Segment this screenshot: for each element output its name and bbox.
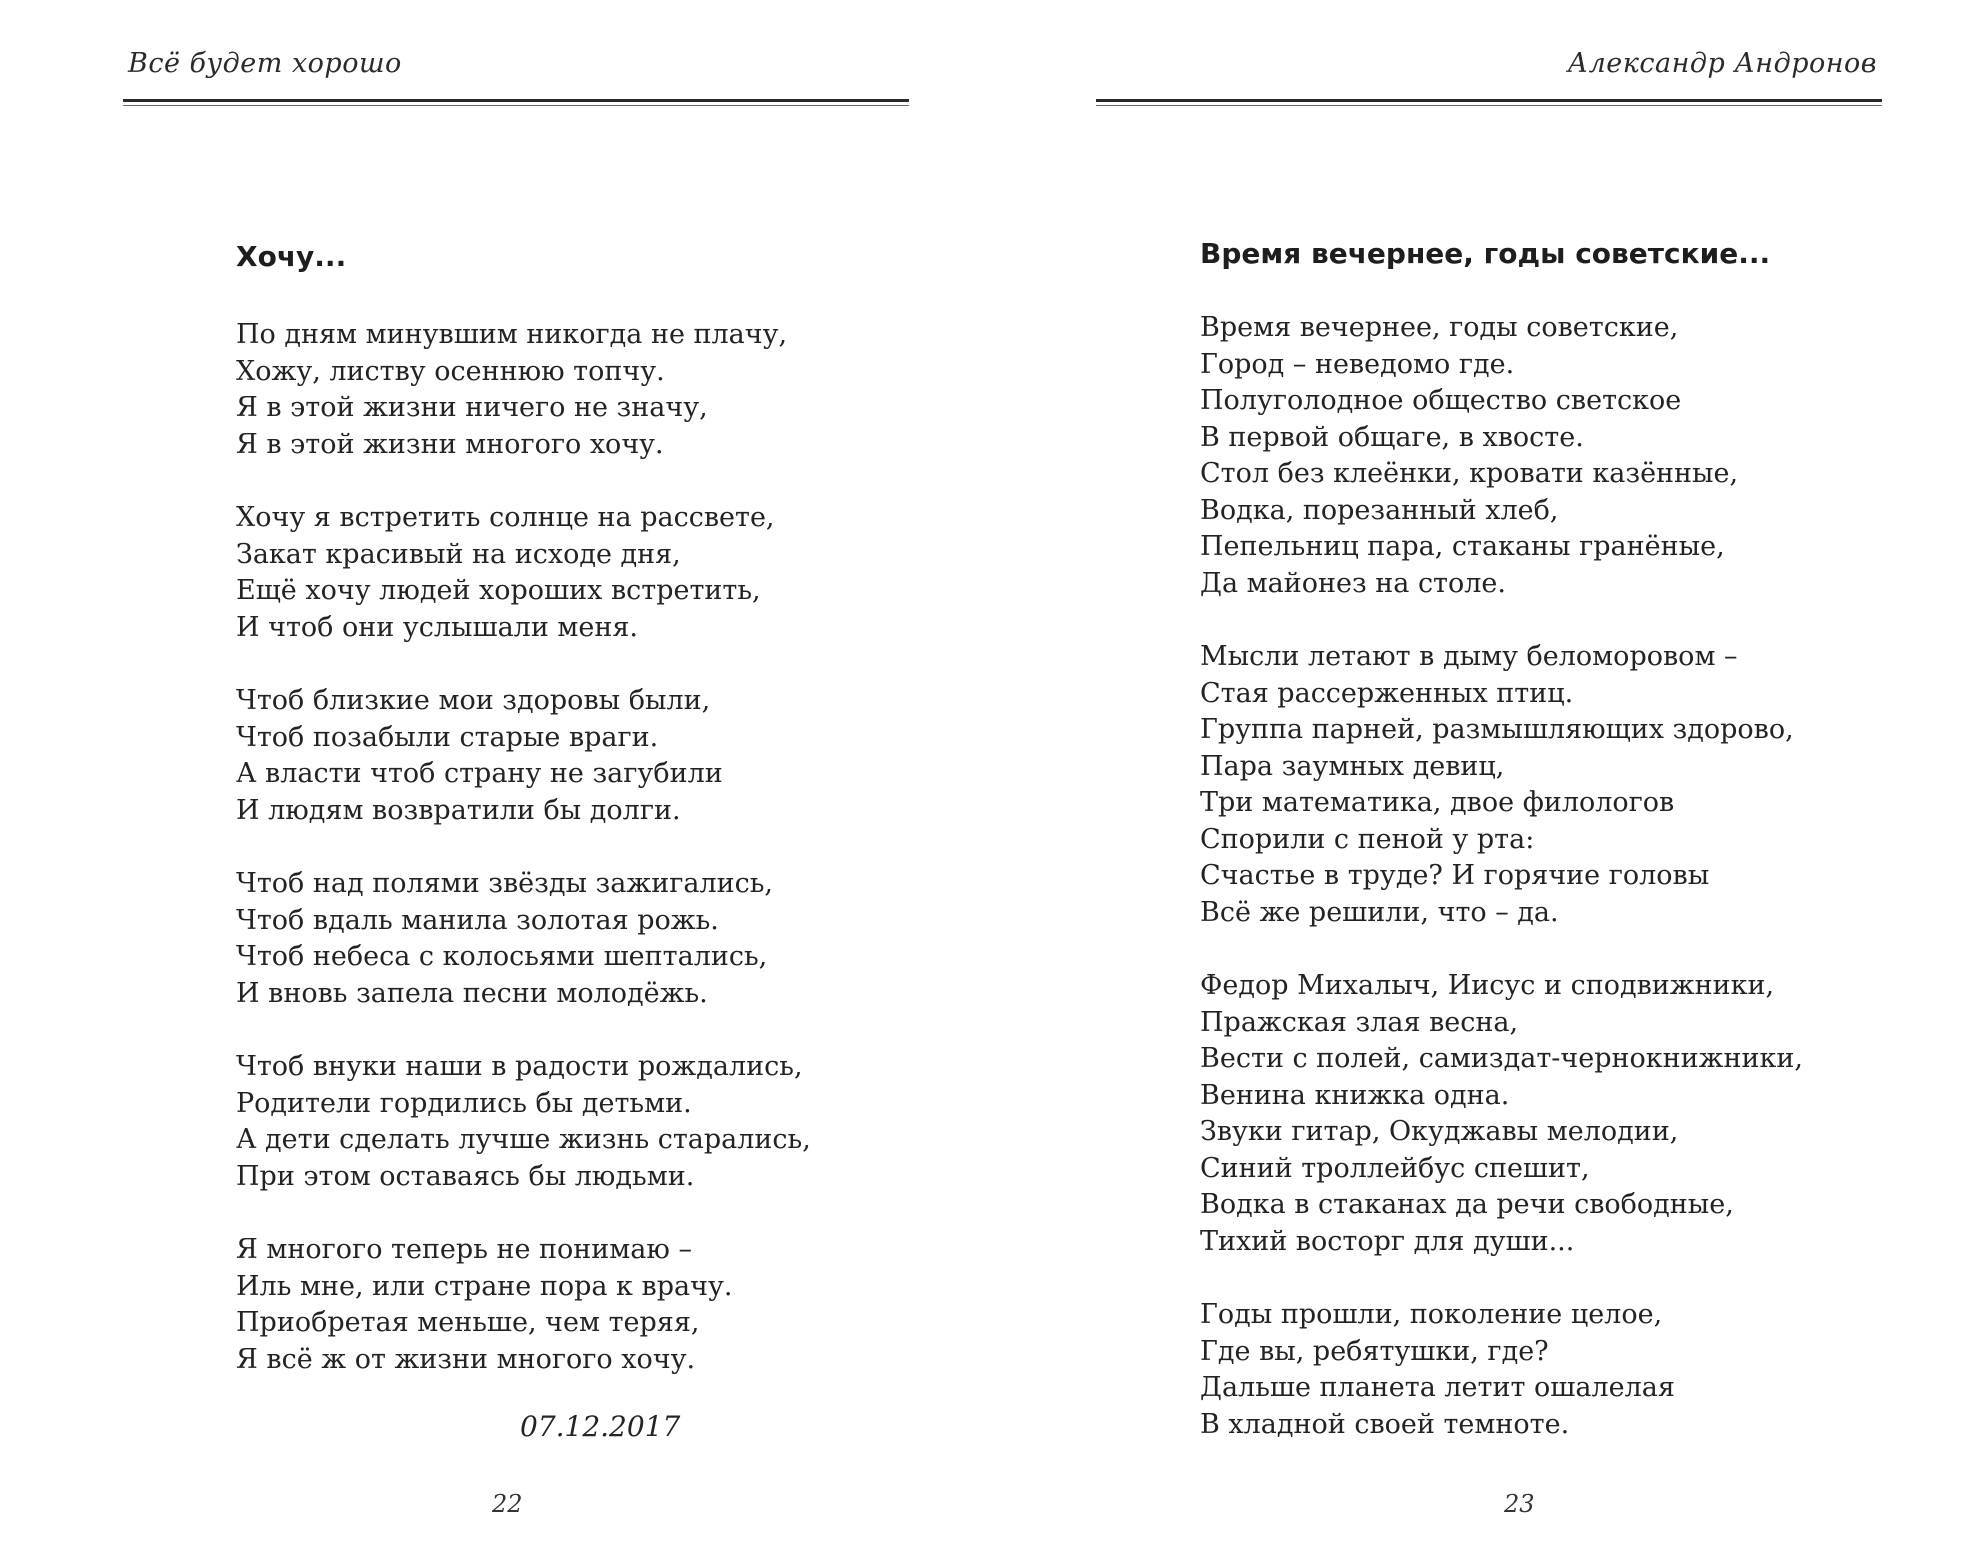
poem-title: Время вечернее, годы советские... [1200,237,1771,270]
poem-line: Пара заумных девиц, [1200,750,1505,782]
poem-line: Время вечернее, годы советские, [1200,312,1679,343]
poem-line: Закат красивый на исходе дня, [236,538,681,570]
poem-line: Спорили с пеной у рта: [1200,823,1535,855]
poem-line: Водка в стаканах да речи свободные, [1200,1189,1734,1220]
poem-line: Приобретая меньше, чем теряя, [236,1307,700,1338]
poem-line: Я в этой жизни ничего не значу, [236,392,708,423]
poem-line: Вести с полей, самиздат-чернокнижники, [1200,1043,1803,1074]
poem-line: Счастье в труде? И горячие головы [1200,860,1710,891]
poem-line: Иль мне, или стране пора к врачу. [236,1270,733,1302]
poem-line: Пепельниц пара, стаканы гранёные, [1200,531,1725,562]
poem-line: А дети сделать лучше жизнь старались, [236,1124,811,1155]
poem-line: Чтоб позабыли старые враги. [236,721,659,753]
poem-line: Я в этой жизни многого хочу. [236,428,664,460]
poem-line: Родители гордились бы детьми. [236,1087,692,1119]
page-number: 22 [492,1490,523,1518]
stanza [236,500,811,646]
poem-line: Где вы, ребятушки, где? [1200,1335,1549,1367]
poem-line: И вновь запела песни молодёжь. [236,977,708,1009]
stanza [236,683,811,829]
stanza [1200,639,1803,931]
poem-line: Три математика, двое филологов [1200,787,1675,818]
poem-line: Федор Михалыч, Иисус и сподвижники, [1200,970,1775,1001]
poem-line: А власти чтоб страну не загубили [236,758,723,789]
poem-line: Чтоб небеса с колосьями шептались, [236,941,768,972]
left-page [0,0,985,1562]
poem-line: Да майонез на столе. [1200,567,1506,599]
stanza [1200,968,1803,1260]
stanza [236,866,811,1012]
poem-line: Хожу, листву осеннюю топчу. [236,355,665,387]
page-number: 23 [1504,1490,1535,1518]
stanza [236,1232,811,1378]
poem-line: Дальше планета летит ошалелая [1200,1372,1675,1403]
poem-line: И чтоб они услышали меня. [236,611,639,643]
header-rule [123,99,909,102]
poem-line: Чтоб близкие мои здоровы были, [236,685,711,716]
stanza [1200,310,1803,602]
right-page [1000,0,1971,1562]
stanza [236,1049,811,1195]
poem-line: Синий троллейбус спешит, [1200,1152,1590,1184]
running-head-author: Александр Андронов [1567,48,1877,79]
poem-title: Хочу... [236,240,347,273]
poem-line: Всё же решили, что – да. [1200,896,1559,928]
poem-line: В хладной своей темноте. [1200,1408,1570,1440]
running-head-book-title: Всё будет хорошо [128,48,402,79]
poem-line: Город – неведомо где. [1200,348,1515,380]
poem-line: И людям возвратили бы долги. [236,794,681,826]
poem-line: Хочу я встретить солнце на рассвете, [236,502,775,533]
poem-line: Годы прошли, поколение целое, [1200,1299,1663,1330]
poem-line: В первой общаге, в хвосте. [1200,421,1584,453]
poem-date: 07.12.2017 [520,1410,681,1443]
poem-line: Чтоб вдаль манила золотая рожь. [236,904,719,936]
poem-line: Я всё ж от жизни многого хочу. [236,1343,696,1375]
poem-line: Водка, порезанный хлеб, [1200,494,1559,526]
poem-line: Пражская злая весна, [1200,1006,1519,1038]
stanza [236,317,811,463]
poem-line: Группа парней, размышляющих здорово, [1200,714,1794,745]
poem-line: Чтоб над полями звёзды зажигались, [236,868,773,899]
poem-line: Тихий восторг для души... [1200,1225,1575,1257]
poem-line: При этом оставаясь бы людьми. [236,1160,695,1192]
stanza [1200,1297,1803,1443]
poem-line: Венина книжка одна. [1200,1079,1510,1111]
poem-line: Чтоб внуки наши в радости рождались, [236,1051,803,1082]
header-rule [1096,99,1882,102]
poem-line: Я многого теперь не понимаю – [236,1234,692,1265]
poem-line: Полуголодное общество светское [1200,385,1682,416]
poem-line: Звуки гитар, Окуджавы мелодии, [1200,1116,1679,1147]
poem [1200,234,1803,1480]
poem-line: Ещё хочу людей хороших встретить, [236,575,761,606]
poem [236,237,811,1415]
poem-line: Стол без клеёнки, кровати казённые, [1200,458,1739,489]
poem-line: По дням минувшим никогда не плачу, [236,319,788,350]
poem-line: Мысли летают в дыму беломоровом – [1200,641,1738,672]
poem-line: Стая рассерженных птиц. [1200,677,1574,709]
